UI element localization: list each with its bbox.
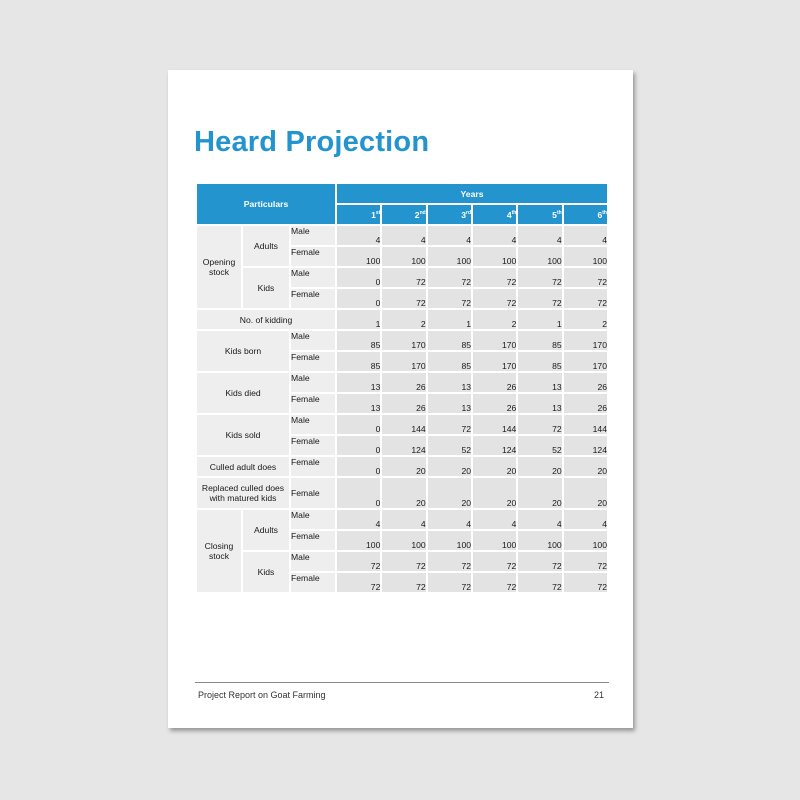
value-cell-year-4: 4 xyxy=(473,226,516,245)
value-cell-year-5: 100 xyxy=(518,247,561,266)
sex-label: Female xyxy=(291,531,335,550)
value-cell-year-4: 100 xyxy=(473,531,516,550)
sex-label: Male xyxy=(291,268,335,287)
value-cell-year-3: 72 xyxy=(428,268,471,287)
value-cell-year-4: 20 xyxy=(473,478,516,508)
value-cell-year-5: 72 xyxy=(518,268,561,287)
value-cell-year-3: 52 xyxy=(428,436,471,455)
sex-label: Male xyxy=(291,415,335,434)
value-cell-year-2: 124 xyxy=(382,436,425,455)
value-cell-year-1: 1 xyxy=(337,310,380,329)
value-cell-year-1: 0 xyxy=(337,436,380,455)
value-cell-year-2: 20 xyxy=(382,478,425,508)
kids-died-label: Kids died xyxy=(197,373,289,413)
value-cell-year-5: 72 xyxy=(518,573,561,592)
kids-label: Kids xyxy=(243,552,289,592)
value-cell-year-6: 4 xyxy=(564,226,607,245)
sex-label: Female xyxy=(291,457,335,476)
sex-label: Male xyxy=(291,373,335,392)
value-cell-year-5: 1 xyxy=(518,310,561,329)
value-cell-year-3: 85 xyxy=(428,352,471,371)
year-header-3: 3rd xyxy=(428,205,471,224)
value-cell-year-3: 13 xyxy=(428,373,471,392)
value-cell-year-2: 170 xyxy=(382,352,425,371)
table-row xyxy=(197,478,607,508)
sex-label: Female xyxy=(291,436,335,455)
adults-label: Adults xyxy=(243,510,289,550)
value-cell-year-3: 100 xyxy=(428,531,471,550)
adults-label: Adults xyxy=(243,226,289,266)
value-cell-year-1: 85 xyxy=(337,352,380,371)
value-cell-year-5: 13 xyxy=(518,373,561,392)
value-cell-year-3: 13 xyxy=(428,394,471,413)
footer-document-title: Project Report on Goat Farming xyxy=(198,690,326,700)
value-cell-year-2: 2 xyxy=(382,310,425,329)
value-cell-year-4: 170 xyxy=(473,352,516,371)
value-cell-year-4: 124 xyxy=(473,436,516,455)
value-cell-year-2: 4 xyxy=(382,226,425,245)
value-cell-year-1: 0 xyxy=(337,478,380,508)
footer-divider xyxy=(195,682,609,683)
value-cell-year-5: 85 xyxy=(518,352,561,371)
value-cell-year-6: 26 xyxy=(564,394,607,413)
value-cell-year-5: 100 xyxy=(518,531,561,550)
value-cell-year-1: 0 xyxy=(337,457,380,476)
value-cell-year-4: 170 xyxy=(473,331,516,350)
value-cell-year-1: 4 xyxy=(337,510,380,529)
table-row xyxy=(197,226,607,245)
value-cell-year-2: 4 xyxy=(382,510,425,529)
value-cell-year-5: 72 xyxy=(518,415,561,434)
value-cell-year-2: 144 xyxy=(382,415,425,434)
years-header: Years xyxy=(337,184,607,203)
value-cell-year-5: 20 xyxy=(518,478,561,508)
culled-adult-does-label: Culled adult does xyxy=(197,457,289,476)
value-cell-year-2: 26 xyxy=(382,373,425,392)
value-cell-year-3: 4 xyxy=(428,510,471,529)
year-header-2: 2nd xyxy=(382,205,425,224)
kids-label: Kids xyxy=(243,268,289,308)
value-cell-year-6: 144 xyxy=(564,415,607,434)
value-cell-year-3: 85 xyxy=(428,331,471,350)
value-cell-year-4: 26 xyxy=(473,394,516,413)
value-cell-year-2: 170 xyxy=(382,331,425,350)
table-row xyxy=(197,310,607,329)
value-cell-year-1: 0 xyxy=(337,415,380,434)
sex-label: Female xyxy=(291,573,335,592)
sex-label: Male xyxy=(291,331,335,350)
value-cell-year-6: 72 xyxy=(564,573,607,592)
value-cell-year-5: 4 xyxy=(518,226,561,245)
value-cell-year-3: 100 xyxy=(428,247,471,266)
replaced-culled-does-label: Replaced culled does with matured kids xyxy=(197,478,289,508)
sex-label: Male xyxy=(291,552,335,571)
table-row xyxy=(197,331,607,350)
no-of-kidding-label: No. of kidding xyxy=(197,310,335,329)
year-header-4: 4th xyxy=(473,205,516,224)
sex-label: Male xyxy=(291,226,335,245)
value-cell-year-6: 100 xyxy=(564,247,607,266)
value-cell-year-1: 72 xyxy=(337,552,380,571)
value-cell-year-6: 124 xyxy=(564,436,607,455)
value-cell-year-6: 72 xyxy=(564,289,607,308)
table-row xyxy=(197,268,607,287)
value-cell-year-5: 72 xyxy=(518,289,561,308)
value-cell-year-6: 20 xyxy=(564,457,607,476)
opening-stock-label: Opening stock xyxy=(197,226,241,308)
value-cell-year-6: 100 xyxy=(564,531,607,550)
value-cell-year-5: 72 xyxy=(518,552,561,571)
value-cell-year-1: 72 xyxy=(337,573,380,592)
value-cell-year-1: 0 xyxy=(337,268,380,287)
table-row xyxy=(197,415,607,434)
value-cell-year-3: 72 xyxy=(428,552,471,571)
value-cell-year-1: 4 xyxy=(337,226,380,245)
table-row xyxy=(197,373,607,392)
value-cell-year-1: 13 xyxy=(337,373,380,392)
value-cell-year-5: 20 xyxy=(518,457,561,476)
sex-label: Male xyxy=(291,510,335,529)
kids-sold-label: Kids sold xyxy=(197,415,289,455)
value-cell-year-2: 72 xyxy=(382,573,425,592)
value-cell-year-4: 72 xyxy=(473,573,516,592)
year-header-1: 1st xyxy=(337,205,380,224)
sex-label: Female xyxy=(291,352,335,371)
herd-projection-table xyxy=(195,182,609,594)
value-cell-year-6: 20 xyxy=(564,478,607,508)
value-cell-year-4: 144 xyxy=(473,415,516,434)
value-cell-year-2: 100 xyxy=(382,531,425,550)
table-row xyxy=(197,510,607,529)
document-page xyxy=(168,70,633,728)
value-cell-year-1: 100 xyxy=(337,247,380,266)
page-number: 21 xyxy=(593,690,604,700)
value-cell-year-6: 72 xyxy=(564,552,607,571)
value-cell-year-4: 72 xyxy=(473,552,516,571)
value-cell-year-4: 2 xyxy=(473,310,516,329)
value-cell-year-3: 20 xyxy=(428,478,471,508)
value-cell-year-4: 72 xyxy=(473,289,516,308)
value-cell-year-5: 4 xyxy=(518,510,561,529)
value-cell-year-1: 100 xyxy=(337,531,380,550)
value-cell-year-1: 85 xyxy=(337,331,380,350)
value-cell-year-1: 13 xyxy=(337,394,380,413)
sex-label: Female xyxy=(291,394,335,413)
value-cell-year-1: 0 xyxy=(337,289,380,308)
value-cell-year-4: 26 xyxy=(473,373,516,392)
value-cell-year-4: 72 xyxy=(473,268,516,287)
value-cell-year-6: 2 xyxy=(564,310,607,329)
table-row xyxy=(197,552,607,571)
value-cell-year-3: 72 xyxy=(428,415,471,434)
value-cell-year-2: 72 xyxy=(382,268,425,287)
table-row xyxy=(197,457,607,476)
value-cell-year-6: 170 xyxy=(564,352,607,371)
value-cell-year-2: 72 xyxy=(382,552,425,571)
value-cell-year-3: 20 xyxy=(428,457,471,476)
value-cell-year-3: 72 xyxy=(428,289,471,308)
value-cell-year-5: 13 xyxy=(518,394,561,413)
value-cell-year-2: 20 xyxy=(382,457,425,476)
year-header-6: 6th xyxy=(564,205,607,224)
year-header-5: 5th xyxy=(518,205,561,224)
value-cell-year-5: 52 xyxy=(518,436,561,455)
value-cell-year-4: 100 xyxy=(473,247,516,266)
value-cell-year-6: 72 xyxy=(564,268,607,287)
page-title: Heard Projection xyxy=(194,126,430,158)
value-cell-year-6: 4 xyxy=(564,510,607,529)
sex-label: Female xyxy=(291,247,335,266)
value-cell-year-2: 72 xyxy=(382,289,425,308)
kids-born-label: Kids born xyxy=(197,331,289,371)
value-cell-year-2: 26 xyxy=(382,394,425,413)
closing-stock-label: Closing stock xyxy=(197,510,241,592)
value-cell-year-3: 1 xyxy=(428,310,471,329)
value-cell-year-4: 20 xyxy=(473,457,516,476)
value-cell-year-3: 72 xyxy=(428,573,471,592)
value-cell-year-2: 100 xyxy=(382,247,425,266)
sex-label: Female xyxy=(291,478,335,508)
value-cell-year-6: 26 xyxy=(564,373,607,392)
value-cell-year-3: 4 xyxy=(428,226,471,245)
sex-label: Female xyxy=(291,289,335,308)
value-cell-year-6: 170 xyxy=(564,331,607,350)
value-cell-year-5: 85 xyxy=(518,331,561,350)
value-cell-year-4: 4 xyxy=(473,510,516,529)
particulars-header: Particulars xyxy=(197,184,335,224)
